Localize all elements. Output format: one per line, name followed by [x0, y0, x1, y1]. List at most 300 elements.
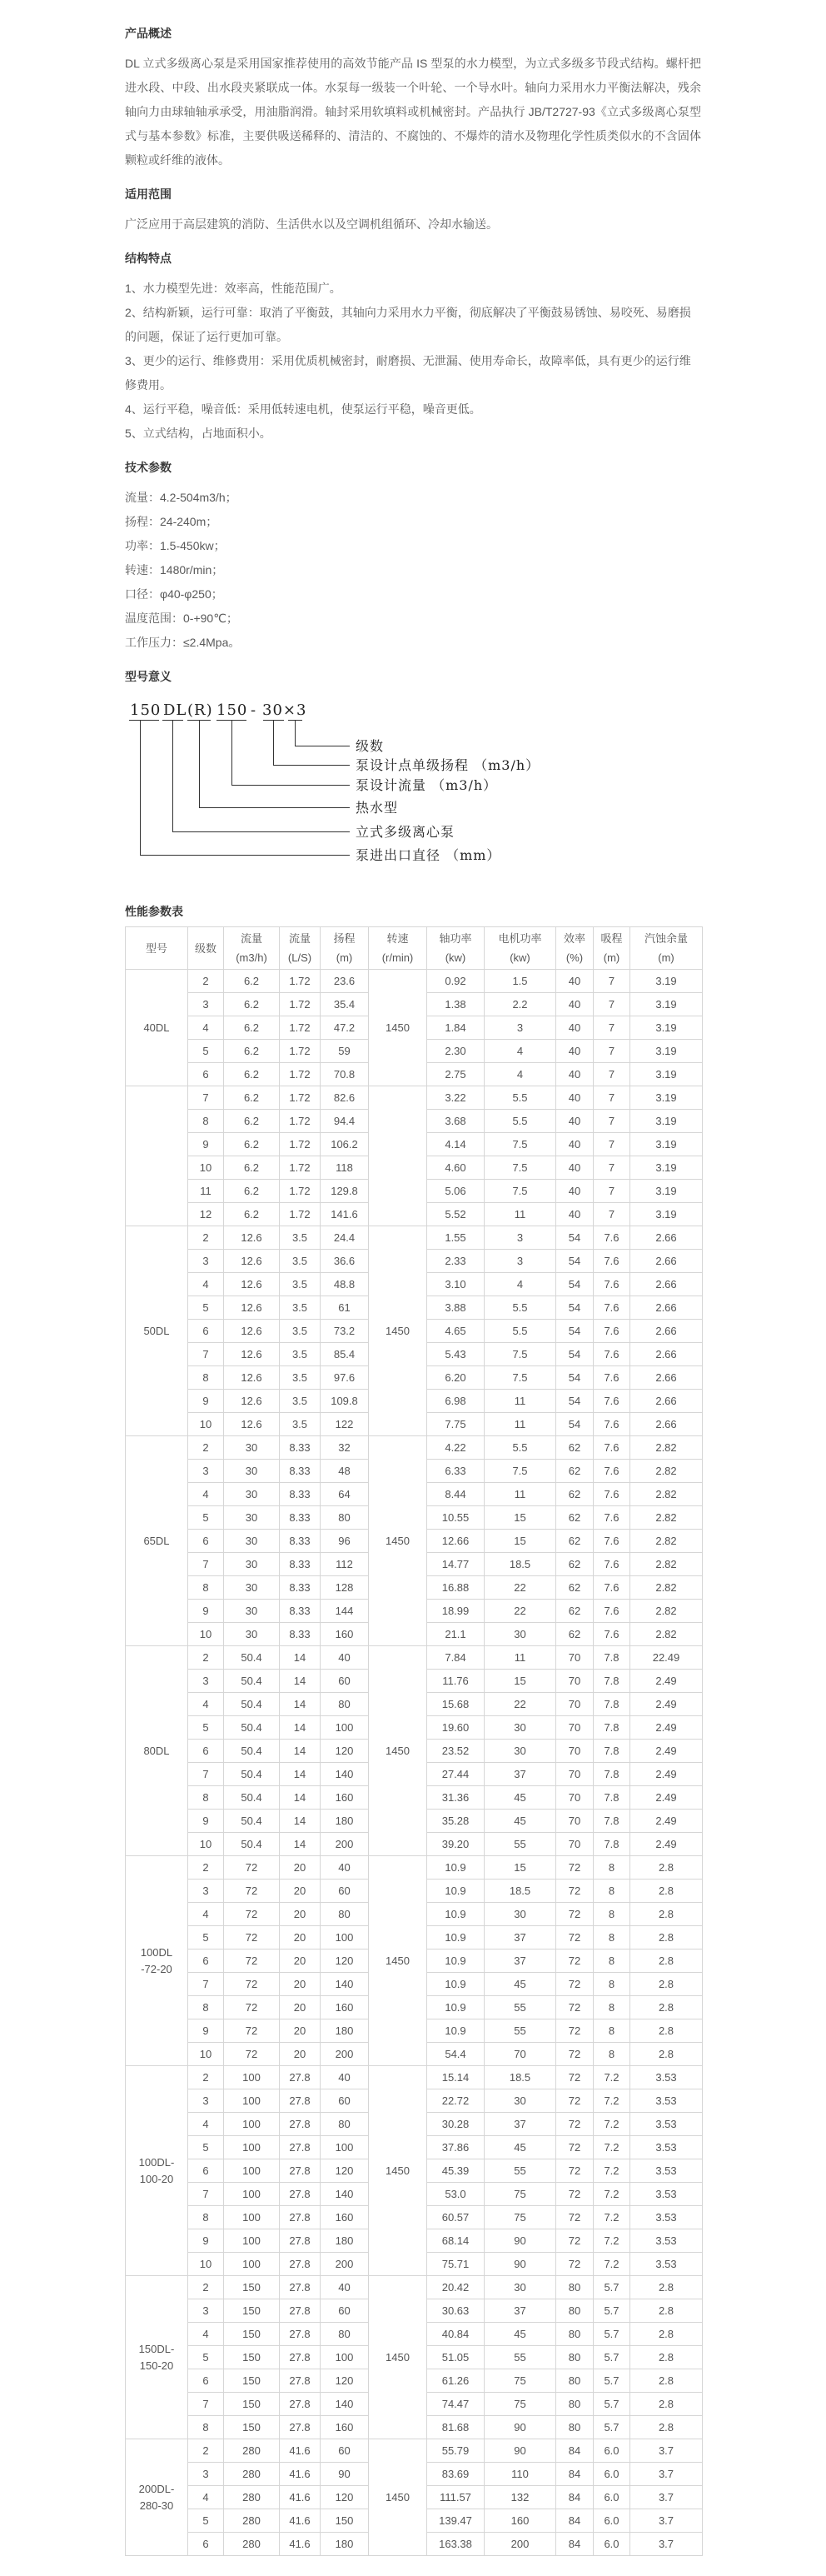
data-cell: 160	[321, 1996, 369, 2019]
data-cell: 3	[188, 1880, 224, 1903]
rpm-cell: 1450	[369, 1646, 427, 1856]
data-cell: 72	[224, 1926, 280, 1949]
rpm-cell	[369, 1086, 427, 1226]
data-cell: 100	[224, 2136, 280, 2159]
column-header: 汽蚀余量 (m)	[630, 927, 703, 970]
data-cell: 27.8	[280, 2183, 321, 2206]
data-cell: 27.8	[280, 2206, 321, 2229]
data-cell: 3	[188, 1670, 224, 1693]
overview-paragraph: DL 立式多级离心泵是采用国家推荐使用的高效节能产品 IS 型泵的水力模型，为立式多级多节段式结构。螺杆把进水段、中段、出水段夹紧联成一体。水泵每一级装一个叶轮、一个导水叶。轴向力采用水力平衡法解决，残余轴向力由球轴轴承承受，用油脂润滑。轴封采用软填料或机械密封。产品执行 JB/T2727-93《立式多级离心泵型式与基本参数》标准，主要供吸送稀释的、清洁的、不腐蚀的、不爆炸的清水及物理化学性质类似水的不含固体颗粒或纤维的液体。	[125, 57, 701, 167]
data-cell: 60.57	[427, 2206, 485, 2229]
data-cell: 50.4	[224, 1763, 280, 1786]
data-cell: 3	[188, 1460, 224, 1483]
data-cell: 75	[485, 2206, 556, 2229]
model-code	[130, 701, 306, 719]
data-cell: 50.4	[224, 1646, 280, 1670]
model-cell: 65DL	[126, 1436, 188, 1646]
data-cell: 6.2	[224, 1203, 280, 1226]
data-cell: 41.6	[280, 2463, 321, 2486]
data-cell: 72	[556, 2229, 594, 2253]
data-cell: 2	[188, 2276, 224, 2299]
data-cell: 4	[188, 1903, 224, 1926]
feature-item: 2、结构新颖，运行可靠：取消了平衡鼓，其轴向力采用水力平衡，彻底解决了平衡鼓易锈蚀、易咬死、易磨损的问题，保证了运行更加可靠。	[125, 306, 691, 343]
data-cell: 60	[321, 1880, 369, 1903]
data-cell: 60	[321, 2439, 369, 2463]
data-cell: 6.0	[594, 2439, 630, 2463]
data-cell: 54.4	[427, 2043, 485, 2066]
data-cell: 72	[556, 2183, 594, 2206]
data-cell: 40	[321, 1646, 369, 1670]
data-cell: 27.8	[280, 2323, 321, 2346]
data-cell: 0.92	[427, 970, 485, 993]
data-cell: 40	[556, 1063, 594, 1086]
data-cell: 2.8	[630, 1926, 703, 1949]
data-cell: 6.2	[224, 1156, 280, 1180]
model-meaning-diagram	[125, 695, 701, 878]
data-cell: 100	[224, 2253, 280, 2276]
data-cell: 54	[556, 1226, 594, 1250]
data-cell: 36.6	[321, 1250, 369, 1273]
data-cell: 20	[280, 1996, 321, 2019]
data-cell: 22	[485, 1576, 556, 1600]
data-cell: 2.49	[630, 1763, 703, 1786]
data-cell: 150	[224, 2416, 280, 2439]
data-cell: 8	[594, 1856, 630, 1880]
rpm-cell: 1450	[369, 1856, 427, 2066]
data-cell: 94.4	[321, 1110, 369, 1133]
data-cell: 72	[556, 2253, 594, 2276]
data-cell: 8	[594, 1949, 630, 1973]
data-cell: 30.28	[427, 2113, 485, 2136]
data-cell: 7.6	[594, 1273, 630, 1296]
data-cell: 80	[556, 2323, 594, 2346]
data-cell: 7.5	[485, 1366, 556, 1390]
data-cell: 7.8	[594, 1786, 630, 1810]
data-cell: 2.82	[630, 1460, 703, 1483]
data-cell: 45	[485, 1786, 556, 1810]
data-cell: 160	[321, 2206, 369, 2229]
data-cell: 2	[188, 1436, 224, 1460]
data-cell: 27.8	[280, 2253, 321, 2276]
data-cell: 8	[594, 1903, 630, 1926]
data-cell: 8.33	[280, 1506, 321, 1530]
data-cell: 90	[485, 2416, 556, 2439]
data-cell: 47.2	[321, 1016, 369, 1040]
data-cell: 50.4	[224, 1740, 280, 1763]
data-cell: 37.86	[427, 2136, 485, 2159]
data-cell: 2.8	[630, 2043, 703, 2066]
data-cell: 3.5	[280, 1273, 321, 1296]
data-cell: 64	[321, 1483, 369, 1506]
data-cell: 72	[556, 2159, 594, 2183]
data-cell: 7.8	[594, 1693, 630, 1716]
data-cell: 84	[556, 2509, 594, 2533]
data-cell: 12.6	[224, 1413, 280, 1436]
data-cell: 2.49	[630, 1833, 703, 1856]
data-cell: 4	[188, 1693, 224, 1716]
data-cell: 2.8	[630, 2393, 703, 2416]
data-cell: 39.20	[427, 1833, 485, 1856]
data-cell: 2.49	[630, 1693, 703, 1716]
data-cell: 27.8	[280, 2393, 321, 2416]
data-cell: 12.6	[224, 1366, 280, 1390]
data-cell: 5.52	[427, 1203, 485, 1226]
data-cell: 2.66	[630, 1390, 703, 1413]
data-cell: 80	[556, 2416, 594, 2439]
data-cell: 40	[556, 970, 594, 993]
data-cell: 30	[485, 2089, 556, 2113]
data-cell: 1.72	[280, 993, 321, 1016]
data-cell: 7.6	[594, 1483, 630, 1506]
data-cell: 54	[556, 1343, 594, 1366]
data-cell: 6.0	[594, 2486, 630, 2509]
data-cell: 120	[321, 1949, 369, 1973]
data-cell: 30	[485, 1623, 556, 1646]
data-cell: 7.8	[594, 1763, 630, 1786]
section-title-performance-table: 性能参数表	[125, 905, 183, 918]
data-cell: 2.66	[630, 1413, 703, 1436]
data-cell: 18.5	[485, 2066, 556, 2089]
data-cell: 72	[556, 2066, 594, 2089]
data-cell: 7.6	[594, 1250, 630, 1273]
data-cell: 15	[485, 1856, 556, 1880]
data-cell: 7	[188, 1086, 224, 1110]
data-cell: 22.72	[427, 2089, 485, 2113]
data-cell: 4	[188, 1273, 224, 1296]
data-cell: 2.66	[630, 1226, 703, 1250]
table-row	[126, 970, 703, 993]
model-cell: 100DL- 100-20	[126, 2066, 188, 2276]
data-cell: 2.8	[630, 2369, 703, 2393]
data-cell: 30	[224, 1600, 280, 1623]
data-cell: 12.6	[224, 1390, 280, 1413]
data-cell: 160	[321, 1623, 369, 1646]
data-cell: 5	[188, 2509, 224, 2533]
data-cell: 55	[485, 2346, 556, 2369]
data-cell: 2.8	[630, 1903, 703, 1926]
data-cell: 73.2	[321, 1320, 369, 1343]
data-cell: 7.6	[594, 1226, 630, 1250]
data-cell: 5.5	[485, 1436, 556, 1460]
data-cell: 9	[188, 1810, 224, 1833]
data-cell: 3.19	[630, 1110, 703, 1133]
data-cell: 120	[321, 2486, 369, 2509]
data-cell: 7.5	[485, 1343, 556, 1366]
data-cell: 11.76	[427, 1670, 485, 1693]
diagram-labels	[356, 738, 540, 863]
data-cell: 22	[485, 1600, 556, 1623]
data-cell: 150	[224, 2299, 280, 2323]
data-cell: 3.53	[630, 2159, 703, 2183]
data-cell: 9	[188, 2019, 224, 2043]
rpm-cell: 1450	[369, 970, 427, 1086]
tech-item: 功率：1.5-450kw；	[125, 539, 226, 552]
data-cell: 35.4	[321, 993, 369, 1016]
data-cell: 40	[556, 1110, 594, 1133]
data-cell: 70	[556, 1810, 594, 1833]
data-cell: 7	[594, 1133, 630, 1156]
data-cell: 5.5	[485, 1086, 556, 1110]
data-cell: 100	[224, 2113, 280, 2136]
data-cell: 1.38	[427, 993, 485, 1016]
data-cell: 6	[188, 2533, 224, 2556]
data-cell: 7.6	[594, 1366, 630, 1390]
data-cell: 163.38	[427, 2533, 485, 2556]
data-cell: 1.72	[280, 1063, 321, 1086]
data-cell: 150	[321, 2509, 369, 2533]
data-cell: 3.88	[427, 1296, 485, 1320]
data-cell: 8	[594, 2019, 630, 2043]
data-cell: 40	[556, 1133, 594, 1156]
data-cell: 1.72	[280, 1203, 321, 1226]
data-cell: 10.9	[427, 2019, 485, 2043]
data-cell: 7	[594, 1063, 630, 1086]
data-cell: 62	[556, 1483, 594, 1506]
data-cell: 6.2	[224, 970, 280, 993]
data-cell: 7.8	[594, 1833, 630, 1856]
data-cell: 20	[280, 1903, 321, 1926]
data-cell: 7	[594, 993, 630, 1016]
data-cell: 54	[556, 1366, 594, 1390]
section-title-overview: 产品概述	[125, 27, 172, 40]
data-cell: 75.71	[427, 2253, 485, 2276]
data-cell: 7	[594, 1203, 630, 1226]
data-cell: 72	[556, 1880, 594, 1903]
data-cell: 72	[556, 2089, 594, 2113]
data-cell: 14	[280, 1833, 321, 1856]
data-cell: 90	[485, 2253, 556, 2276]
data-cell: 15	[485, 1506, 556, 1530]
data-cell: 200	[485, 2533, 556, 2556]
data-cell: 6.2	[224, 1180, 280, 1203]
table-row	[126, 2276, 703, 2299]
model-cell: 40DL	[126, 970, 188, 1086]
section-title-model-meaning: 型号意义	[125, 670, 172, 683]
data-cell: 8.33	[280, 1553, 321, 1576]
data-cell: 3.7	[630, 2509, 703, 2533]
data-cell: 3	[485, 1250, 556, 1273]
data-cell: 2.8	[630, 2346, 703, 2369]
data-cell: 2	[188, 1856, 224, 1880]
model-cell: 200DL- 280-30	[126, 2439, 188, 2556]
data-cell: 7.2	[594, 2136, 630, 2159]
data-cell: 3.19	[630, 1156, 703, 1180]
data-cell: 3.19	[630, 1040, 703, 1063]
data-cell: 72	[556, 1856, 594, 1880]
data-cell: 12.6	[224, 1320, 280, 1343]
data-cell: 27.8	[280, 2299, 321, 2323]
data-cell: 8.33	[280, 1576, 321, 1600]
data-cell: 14	[280, 1670, 321, 1693]
data-cell: 54	[556, 1250, 594, 1273]
data-cell: 80	[556, 2299, 594, 2323]
data-cell: 7.2	[594, 2183, 630, 2206]
data-cell: 1.84	[427, 1016, 485, 1040]
data-cell: 8	[594, 1926, 630, 1949]
data-cell: 11	[485, 1413, 556, 1436]
data-cell: 40	[321, 2066, 369, 2089]
data-cell: 14	[280, 1763, 321, 1786]
data-cell: 14	[280, 1646, 321, 1670]
data-cell: 14.77	[427, 1553, 485, 1576]
data-cell: 60	[321, 2089, 369, 2113]
data-cell: 6	[188, 1530, 224, 1553]
data-cell: 75	[485, 2393, 556, 2416]
data-cell: 27.8	[280, 2159, 321, 2183]
column-header: 型号	[126, 927, 188, 970]
data-cell: 20	[280, 1926, 321, 1949]
data-cell: 7.2	[594, 2113, 630, 2136]
data-cell: 80	[321, 1506, 369, 1530]
data-cell: 139.47	[427, 2509, 485, 2533]
data-cell: 12	[188, 1203, 224, 1226]
column-header: 级数	[188, 927, 224, 970]
data-cell: 8	[188, 1576, 224, 1600]
data-cell: 23.6	[321, 970, 369, 993]
diagram-label: 立式多级离心泵	[356, 824, 455, 840]
data-cell: 2	[188, 2066, 224, 2089]
data-cell: 48	[321, 1460, 369, 1483]
data-cell: 5.7	[594, 2276, 630, 2299]
data-cell: 106.2	[321, 1133, 369, 1156]
data-cell: 55	[485, 2159, 556, 2183]
data-cell: 15	[485, 1530, 556, 1553]
data-cell: 55	[485, 1996, 556, 2019]
data-cell: 6.0	[594, 2533, 630, 2556]
data-cell: 30	[224, 1436, 280, 1460]
data-cell: 4.22	[427, 1436, 485, 1460]
model-code-part: 150	[216, 701, 248, 719]
data-cell: 90	[485, 2229, 556, 2253]
data-cell: 8	[594, 1973, 630, 1996]
tech-item: 口径：φ40-φ250；	[125, 587, 223, 601]
data-cell: 50.4	[224, 1670, 280, 1693]
data-cell: 7.2	[594, 2229, 630, 2253]
data-cell: 27.8	[280, 2066, 321, 2089]
data-cell: 7.6	[594, 1390, 630, 1413]
data-cell: 80	[556, 2346, 594, 2369]
data-cell: 150	[224, 2393, 280, 2416]
data-cell: 3.7	[630, 2463, 703, 2486]
product-document	[125, 0, 701, 2576]
data-cell: 7	[594, 1016, 630, 1040]
model-cell: 80DL	[126, 1646, 188, 1856]
data-cell: 180	[321, 2533, 369, 2556]
data-cell: 3.5	[280, 1343, 321, 1366]
data-cell: 2.66	[630, 1320, 703, 1343]
data-cell: 10	[188, 1833, 224, 1856]
data-cell: 7.75	[427, 1413, 485, 1436]
data-cell: 2.8	[630, 1949, 703, 1973]
data-cell: 6.33	[427, 1460, 485, 1483]
data-cell: 10.9	[427, 1880, 485, 1903]
data-cell: 6.2	[224, 1040, 280, 1063]
data-cell: 20	[280, 1949, 321, 1973]
data-cell: 150	[224, 2323, 280, 2346]
scope-paragraph: 广泛应用于高层建筑的消防、生活供水以及空调机组循环、冷却水输送。	[125, 217, 498, 231]
data-cell: 6.2	[224, 1086, 280, 1110]
data-cell: 12.6	[224, 1296, 280, 1320]
data-cell: 5	[188, 1296, 224, 1320]
data-cell: 132	[485, 2486, 556, 2509]
data-cell: 8.44	[427, 1483, 485, 1506]
data-cell: 280	[224, 2533, 280, 2556]
data-cell: 3.5	[280, 1366, 321, 1390]
data-cell: 7	[594, 1086, 630, 1110]
data-cell: 140	[321, 2393, 369, 2416]
data-cell: 8	[188, 1786, 224, 1810]
data-cell: 20	[280, 1856, 321, 1880]
tech-item: 工作压力：≤2.4Mpa。	[125, 636, 241, 649]
data-cell: 4	[188, 1483, 224, 1506]
data-cell: 3.19	[630, 1086, 703, 1110]
data-cell: 30	[224, 1483, 280, 1506]
data-cell: 2.2	[485, 993, 556, 1016]
data-cell: 4	[485, 1273, 556, 1296]
data-cell: 7.2	[594, 2159, 630, 2183]
data-cell: 7.6	[594, 1530, 630, 1553]
data-cell: 2.66	[630, 1273, 703, 1296]
data-cell: 80	[556, 2276, 594, 2299]
data-cell: 40	[556, 1156, 594, 1180]
data-cell: 83.69	[427, 2463, 485, 2486]
data-cell: 80	[556, 2393, 594, 2416]
data-cell: 62	[556, 1623, 594, 1646]
data-cell: 2	[188, 1226, 224, 1250]
data-cell: 18.99	[427, 1600, 485, 1623]
data-cell: 120	[321, 1740, 369, 1763]
data-cell: 2.8	[630, 1856, 703, 1880]
data-cell: 54	[556, 1296, 594, 1320]
data-cell: 14	[280, 1810, 321, 1833]
data-cell: 74.47	[427, 2393, 485, 2416]
data-cell: 180	[321, 2229, 369, 2253]
data-cell: 41.6	[280, 2439, 321, 2463]
data-cell: 10.9	[427, 1996, 485, 2019]
data-cell: 3.22	[427, 1086, 485, 1110]
data-cell: 100	[321, 1926, 369, 1949]
data-cell: 5.7	[594, 2416, 630, 2439]
data-cell: 54	[556, 1413, 594, 1436]
data-cell: 14	[280, 1693, 321, 1716]
model-cell: 150DL- 150-20	[126, 2276, 188, 2439]
data-cell: 30.63	[427, 2299, 485, 2323]
data-cell: 2.82	[630, 1623, 703, 1646]
data-cell: 2.49	[630, 1670, 703, 1693]
data-cell: 5.7	[594, 2369, 630, 2393]
data-cell: 7.8	[594, 1810, 630, 1833]
tech-item: 流量：4.2-504m3/h；	[125, 491, 237, 504]
diagram-label: 级数	[356, 738, 385, 754]
data-cell: 11	[485, 1203, 556, 1226]
model-cell	[126, 1086, 188, 1226]
data-cell: 2.8	[630, 2276, 703, 2299]
data-cell: 10.55	[427, 1506, 485, 1530]
column-header: 轴功率 (kw)	[427, 927, 485, 970]
data-cell: 27.8	[280, 2346, 321, 2369]
data-cell: 30	[485, 1716, 556, 1740]
data-cell: 10.9	[427, 1973, 485, 1996]
data-cell: 75	[485, 2369, 556, 2393]
data-cell: 3.5	[280, 1296, 321, 1320]
data-cell: 3.10	[427, 1273, 485, 1296]
data-cell: 40	[321, 1856, 369, 1880]
data-cell: 109.8	[321, 1390, 369, 1413]
table-row	[126, 1646, 703, 1670]
data-cell: 129.8	[321, 1180, 369, 1203]
data-cell: 70	[556, 1763, 594, 1786]
data-cell: 2.8	[630, 1880, 703, 1903]
